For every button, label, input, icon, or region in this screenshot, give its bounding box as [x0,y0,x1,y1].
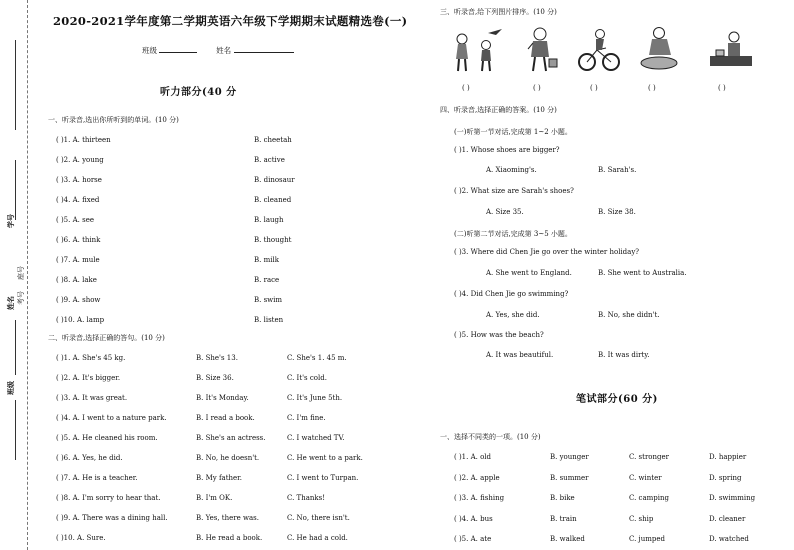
option-b: B. She went to Australia. [598,269,687,277]
option-b: B. summer [550,473,589,482]
answer-blank[interactable]: ( ) [533,84,541,92]
binding-label-id: 学号 [6,214,15,228]
option-b: B. cleaned [254,196,292,204]
option-d: D. cleaner [709,514,746,523]
option-b: B. swim [254,296,283,304]
option-b: B. bike [550,494,575,502]
picture-boy-bucket [522,25,562,75]
option-d: D. happier [709,453,747,461]
option-b: B. He read a book. [196,534,263,542]
binding-label-name: 姓名 [6,296,15,310]
option-c: C. winter [629,473,662,482]
option-b: B. race [254,276,280,284]
option-a: A. Xiaoming's. [486,166,537,174]
question-stem: ( )1. A. old [454,453,492,461]
option-c: C. It's cold. [287,374,327,382]
question-stem: ( )8. A. I'm sorry to hear that. [56,494,161,502]
option-d: D. swimming [709,494,756,502]
option-c: C. He went to a park. [287,454,363,462]
question-stem: ( )4. Did Chen Jie go swimming? [454,290,569,298]
question-stem: ( )3. Where did Chen Jie go over the winter holiday? [454,248,640,256]
option-c: C. Thanks! [287,494,326,502]
question-stem: ( )4. A. fixed [56,196,100,204]
option-b: B. listen [254,316,284,324]
binding-line [15,40,16,130]
option-b: B. active [254,156,285,164]
option-c: C. I watched TV. [287,434,345,442]
question-stem: ( )5. How was the beach? [454,331,544,339]
question-stem: ( )9. A. show [56,296,101,304]
question-stem: ( )2. A. apple [454,473,500,482]
option-c: C. No, there isn't. [287,514,350,522]
question-stem: ( )4. A. bus [454,514,493,523]
answer-blank[interactable]: ( ) [462,84,470,92]
picture-boy-reading [706,28,754,73]
student-info [142,43,294,56]
section-heading: 四、听录音,选择正确的答案。(10 分) [440,106,557,114]
option-b: B. She's 13. [196,354,238,362]
question-stem: ( )7. A. He is a teacher. [56,474,138,482]
option-c: C. I went to Turpan. [287,474,359,482]
question-stem: ( )10. A. lamp [56,316,105,324]
option-b: B. I read a book. [196,414,255,422]
option-c: C. She's 1. 45 m. [287,354,347,362]
question-stem: ( )5. A. see [56,216,94,224]
question-stem: ( )5. A. ate [454,535,492,543]
section-heading: 二、听录音,选择正确的答句。(10 分) [48,334,165,342]
binding-line [15,400,16,460]
option-d: D. watched [709,535,749,543]
question-stem: ( )3. A. fishing [454,494,505,502]
class-label: 班级 [142,46,157,55]
question-stem: ( )2. A. young [56,156,104,164]
option-b: B. thought [254,236,292,244]
option-b: B. I'm OK. [196,494,233,502]
question-stem: ( )5. A. He cleaned his room. [56,434,158,442]
picture-kids-plane [450,25,505,75]
option-b: B. Sarah's. [598,166,637,174]
question-stem: ( )2. What size are Sarah's shoes? [454,187,574,195]
option-c: C. ship [629,514,654,523]
answer-blank[interactable]: ( ) [648,84,656,92]
name-field[interactable] [234,43,294,53]
fold-line [27,0,28,550]
option-c: C. stronger [629,453,670,461]
binding-line [15,160,16,220]
option-a: A. She went to England. [486,269,572,277]
option-b: B. younger [550,453,589,461]
page-title: 2020-2021学年度第二学期英语六年级下学期期末试题精选卷(一) [53,14,408,28]
question-stem: ( )3. A. horse [56,176,102,184]
binding-label-class: 班级 [6,381,15,395]
option-b: B. It was dirty. [598,351,650,359]
listening-header: 听力部分(40 分 [160,87,237,98]
question-stem: ( )3. A. It was great. [56,394,128,402]
option-a: A. It was beautiful. [486,351,554,359]
option-c: C. camping [629,494,669,502]
question-stem: ( )2. A. It's bigger. [56,374,121,382]
option-a: A. Size 35. [486,208,524,216]
question-stem: ( )8. A. lake [56,276,97,284]
question-stem: ( )6. A. Yes, he did. [56,454,123,462]
option-b: B. Size 38. [598,208,636,216]
option-b: B. dinosaur [254,176,295,184]
option-b: B. She's an actress. [196,434,266,442]
option-b: B. Yes, there was. [196,514,259,522]
section-heading: 一、选择不同类的一项。(10 分) [440,433,541,441]
option-b: B. No, she didn't. [598,311,660,319]
binding-line [15,320,16,375]
binding-label-exam: 考号 [17,291,25,305]
option-b: B. train [550,514,577,523]
question-stem: ( )1. Whose shoes are bigger? [454,146,560,154]
written-header: 笔试部分(60 分) [576,394,658,405]
option-a: A. Yes, she did. [486,311,540,319]
picture-girl-washing [637,25,682,73]
option-d: D. spring [709,473,742,482]
option-c: C. jumped [629,535,665,543]
question-stem: ( )9. A. There was a dining hall. [56,514,168,522]
answer-blank[interactable]: ( ) [718,84,726,92]
option-b: B. laugh [254,216,284,224]
question-stem: ( )1. A. She's 45 kg. [56,354,126,362]
name-label: 姓名 [216,46,232,55]
option-b: B. walked [550,535,585,543]
section-heading: 一、听录音,选出你所听到的单词。(10 分) [48,116,179,124]
option-b: B. No, he doesn't. [196,454,260,462]
class-field[interactable] [159,43,197,53]
option-b: B. milk [254,256,279,264]
option-b: B. cheetah [254,136,292,144]
question-stem: ( )4. A. I went to a nature park. [56,414,167,422]
question-stem: ( )7. A. mule [56,256,100,264]
option-b: B. My father. [196,474,242,482]
question-stem: ( )6. A. think [56,236,101,244]
option-b: B. It's Monday. [196,394,249,402]
section-heading: 三、听录音,给下列图片排序。(10 分) [440,8,557,16]
option-c: C. He had a cold. [287,534,348,542]
option-c: C. I'm fine. [287,414,326,422]
binding-label-seat: 座号 [17,266,25,280]
option-c: C. It's June 5th. [287,394,343,402]
option-b: B. Size 36. [196,374,234,382]
subsection-heading: (一)听第一节对话,完成第 1~2 小题。 [454,128,572,136]
answer-blank[interactable]: ( ) [590,84,598,92]
picture-boy-bike [578,28,620,72]
question-stem: ( )10. A. Sure. [56,534,106,542]
subsection-heading: (二)听第二节对话,完成第 3~5 小题。 [454,230,572,238]
question-stem: ( )1. A. thirteen [56,136,111,144]
binding-margin [6,0,28,550]
